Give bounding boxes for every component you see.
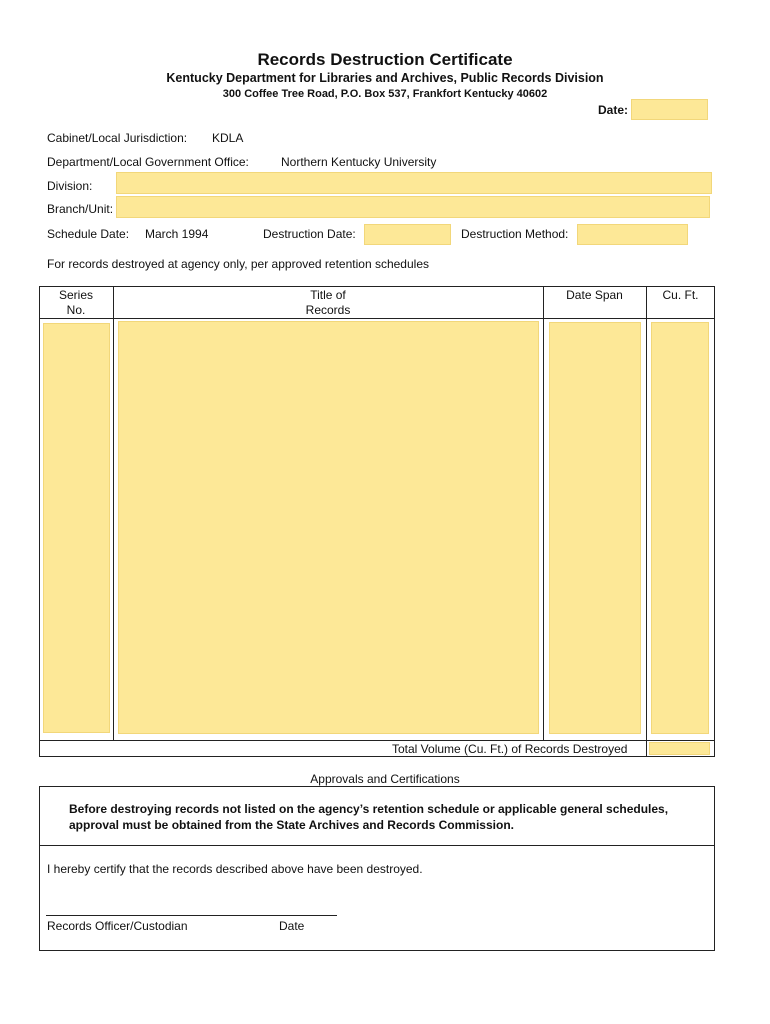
total-volume-label: Total Volume (Cu. Ft.) of Records Destroyed — [392, 742, 628, 756]
title-of-records-field[interactable] — [118, 321, 539, 734]
department-label: Department/Local Government Office: — [47, 155, 249, 169]
department-subtitle: Kentucky Department for Libraries and Archives, Public Records Division — [166, 71, 604, 85]
header-date-span: Date Span — [566, 288, 623, 302]
signature-line[interactable] — [46, 915, 337, 916]
destruction-method-field[interactable] — [577, 224, 688, 245]
total-volume-field[interactable] — [649, 742, 710, 755]
date-span-field[interactable] — [549, 322, 641, 734]
division-field[interactable] — [116, 172, 712, 194]
header-series-no: Series No. — [58, 288, 93, 317]
officer-label: Records Officer/Custodian — [47, 919, 188, 933]
header-title-of-records: Title of Records — [305, 288, 351, 317]
approval-warning-line2: approval must be obtained from the State Archives and Records Commission. — [69, 818, 514, 832]
cabinet-label: Cabinet/Local Jurisdiction: — [47, 131, 188, 145]
branch-field[interactable] — [116, 196, 710, 218]
signature-date-label: Date — [279, 919, 305, 933]
destruction-date-label: Destruction Date: — [263, 227, 356, 241]
cabinet-value: KDLA — [212, 131, 244, 145]
approval-warning-line1: Before destroying records not listed on the agency’s retention schedule or applicable general schedules, — [69, 802, 669, 816]
cu-ft-field[interactable] — [651, 322, 709, 734]
address-line: 300 Coffee Tree Road, P.O. Box 537, Frankfort Kentucky 40602 — [222, 88, 548, 100]
schedule-date-value: March 1994 — [145, 227, 209, 241]
retention-note: For records destroyed at agency only, per approved retention schedules — [47, 257, 429, 271]
header-cu-ft: Cu. Ft. — [662, 288, 699, 302]
approvals-heading: Approvals and Certifications — [310, 772, 460, 786]
date-label: Date: — [598, 103, 629, 117]
branch-label: Branch/Unit: — [47, 202, 114, 216]
date-field[interactable] — [631, 99, 708, 120]
department-value: Northern Kentucky University — [281, 155, 437, 169]
certify-statement: I hereby certify that the records described above have been destroyed. — [47, 862, 423, 876]
destruction-method-label: Destruction Method: — [461, 227, 569, 241]
schedule-date-label: Schedule Date: — [47, 227, 130, 241]
series-no-field[interactable] — [43, 323, 110, 733]
division-label: Division: — [47, 179, 93, 193]
document-title: Records Destruction Certificate — [257, 50, 513, 69]
destruction-date-field[interactable] — [364, 224, 451, 245]
